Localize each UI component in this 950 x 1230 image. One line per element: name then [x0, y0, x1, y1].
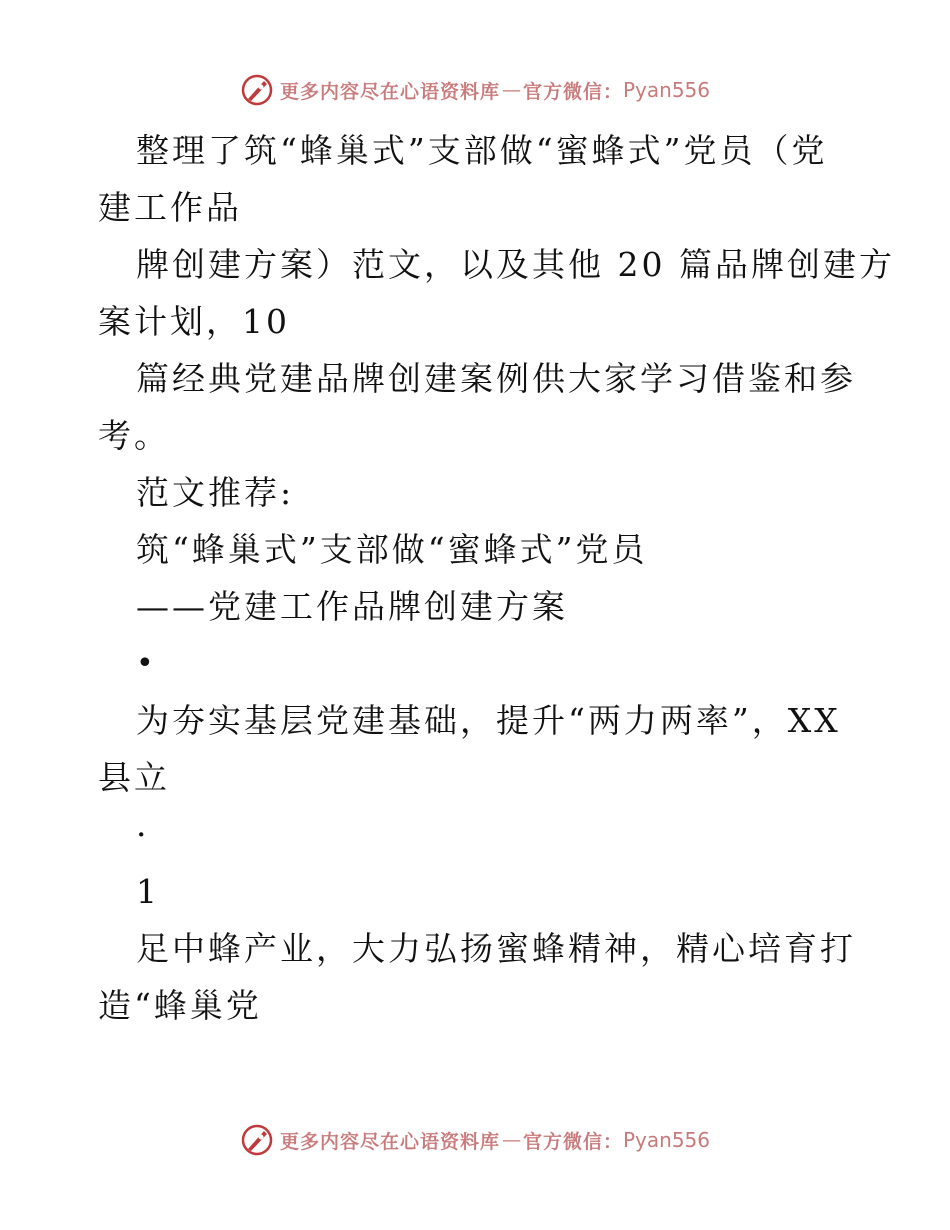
document-body — [98, 122, 895, 1034]
footer-watermark-banner — [0, 1120, 950, 1160]
watermark-wechat-id: Pyan556 — [623, 78, 711, 102]
body-line: 为夯实基层党建基础，提升“两力两率”，XX — [136, 701, 841, 740]
watermark-wechat-label: 官方微信： — [522, 80, 623, 103]
section-heading: 范文推荐: — [136, 473, 295, 512]
body-line: 造“蜂巢党 — [98, 986, 262, 1025]
body-line: 篇经典党建品牌创建案例供大家学习借鉴和参 — [136, 359, 856, 398]
dot-marker: · — [136, 815, 150, 854]
header-watermark-banner — [0, 70, 950, 110]
bullet-marker: • — [136, 646, 157, 681]
body-line: 整理了筑“蜂巢式”支部做“蜜蜂式”党员（党 — [136, 131, 828, 170]
watermark-dash: — — [501, 1129, 521, 1151]
quill-pen-logo-icon — [240, 1123, 274, 1157]
watermark-wechat-id: Pyan556 — [623, 1128, 711, 1152]
list-number: 1 — [136, 872, 160, 911]
body-line: 足中蜂产业，大力弘扬蜜蜂精神，精心培育打 — [136, 929, 856, 968]
watermark-site-name: 更多内容尽在心语资料库 — [279, 80, 500, 103]
quill-pen-logo-icon — [240, 73, 274, 107]
body-line: 县立 — [98, 758, 170, 797]
article-title: 筑“蜂巢式”支部做“蜜蜂式”党员 — [136, 530, 648, 569]
watermark-wechat-label: 官方微信： — [522, 1130, 623, 1153]
body-line: 案计划，10 — [98, 302, 290, 341]
body-line: 考。 — [98, 416, 170, 455]
article-subtitle: ——党建工作品牌创建方案 — [136, 587, 568, 626]
body-line: 建工作品 — [98, 188, 242, 227]
body-line: 牌创建方案）范文，以及其他 20 篇品牌创建方 — [136, 245, 895, 284]
watermark-site-name: 更多内容尽在心语资料库 — [279, 1130, 500, 1153]
watermark-dash: — — [501, 79, 521, 101]
